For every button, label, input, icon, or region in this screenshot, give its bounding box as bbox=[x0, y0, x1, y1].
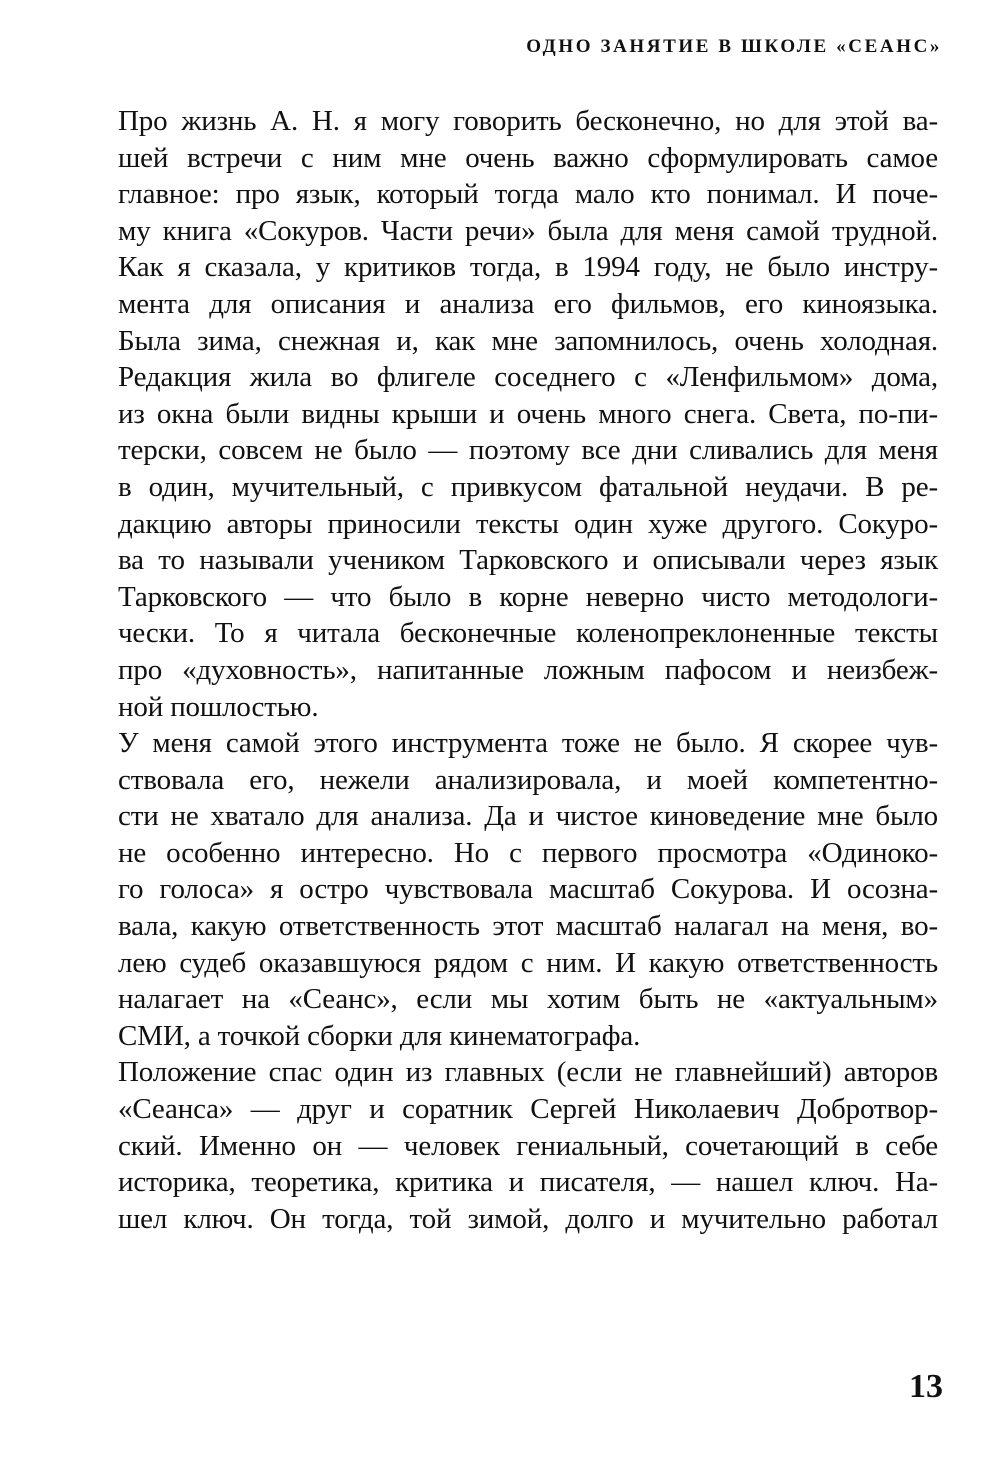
page-number: 13 bbox=[909, 1368, 943, 1405]
text-line: го голоса» я остро чувствовала масштаб Сокурова. И осозна- bbox=[118, 873, 938, 906]
running-header: ОДНО ЗАНЯТИЕ В ШКОЛЕ «СЕАНС» bbox=[526, 36, 942, 57]
text-line: налагает на «Сеанс», если мы хотим быть не «актуальным» bbox=[118, 983, 938, 1016]
text-line: главное: про язык, который тогда мало кто понимал. И поче- bbox=[118, 178, 938, 211]
text-line: историка, теоретика, критика и писателя, — нашел ключ. На- bbox=[118, 1166, 938, 1199]
text-line: мента для описания и анализа его фильмов, его киноязыка. bbox=[118, 287, 938, 320]
text-line: Положение спас один из главных (если не главнейший) авторов bbox=[118, 1056, 938, 1089]
text-line: дакцию авторы приносили тексты один хуже другого. Сокуро- bbox=[118, 507, 938, 540]
text-line: ной пошлостью. bbox=[118, 690, 319, 723]
text-line: Редакция жила во флигеле соседнего с «Ленфильмом» дома, bbox=[118, 361, 938, 394]
text-line: лею судеб оказавшуюся рядом с ним. И какую ответственность bbox=[118, 946, 938, 979]
paragraph bbox=[118, 725, 938, 1054]
paragraph bbox=[118, 1054, 938, 1237]
text-line: СМИ, а точкой сборки для кинематографа. bbox=[118, 1019, 641, 1052]
text-line: сти не хватало для анализа. Да и чистое киноведение мне было bbox=[118, 800, 938, 833]
text-line: Тарковского — что было в корне неверно чисто методологи- bbox=[118, 580, 938, 613]
text-line: му книга «Сокуров. Части речи» была для меня самой трудной. bbox=[118, 214, 938, 247]
text-line: чески. То я читала бесконечные коленопреклоненные тексты bbox=[118, 617, 938, 650]
text-line: терски, совсем не было — поэтому все дни сливались для меня bbox=[118, 434, 938, 467]
paragraph bbox=[118, 103, 938, 725]
text-line: из окна были видны крыши и очень много снега. Света, по-пи- bbox=[118, 397, 938, 430]
text-line: в один, мучительный, с привкусом фатальной неудачи. В ре- bbox=[118, 470, 938, 503]
text-line: вала, какую ответственность этот масштаб налагал на меня, во- bbox=[118, 910, 938, 943]
text-line: ский. Именно он — человек гениальный, сочетающий в себе bbox=[118, 1129, 938, 1162]
text-line: Была зима, снежная и, как мне запомнилось, очень холодная. bbox=[118, 324, 938, 357]
text-line: У меня самой этого инструмента тоже не было. Я скорее чув- bbox=[118, 727, 938, 760]
text-line: про «духовность», напитанные ложным пафосом и неизбеж- bbox=[118, 653, 938, 686]
text-line: шел ключ. Он тогда, той зимой, долго и мучительно работал bbox=[118, 1202, 938, 1235]
text-line: ва то называли учеником Тарковского и описывали через язык bbox=[118, 544, 938, 577]
text-line: ствовала его, нежели анализировала, и моей компетентно- bbox=[118, 763, 938, 796]
text-line: «Сеанса» — друг и соратник Сергей Николаевич Добротвор- bbox=[118, 1093, 938, 1126]
text-line: Про жизнь А. Н. я могу говорить бесконечно, но для этой ва- bbox=[118, 105, 938, 137]
text-line: не особенно интересно. Но с первого просмотра «Одиноко- bbox=[118, 836, 938, 869]
text-line: шей встречи с ним мне очень важно сформулировать самое bbox=[118, 141, 938, 174]
text-line: Как я сказала, у критиков тогда, в 1994 году, не было инстру- bbox=[118, 251, 938, 284]
body-text bbox=[118, 103, 938, 1237]
